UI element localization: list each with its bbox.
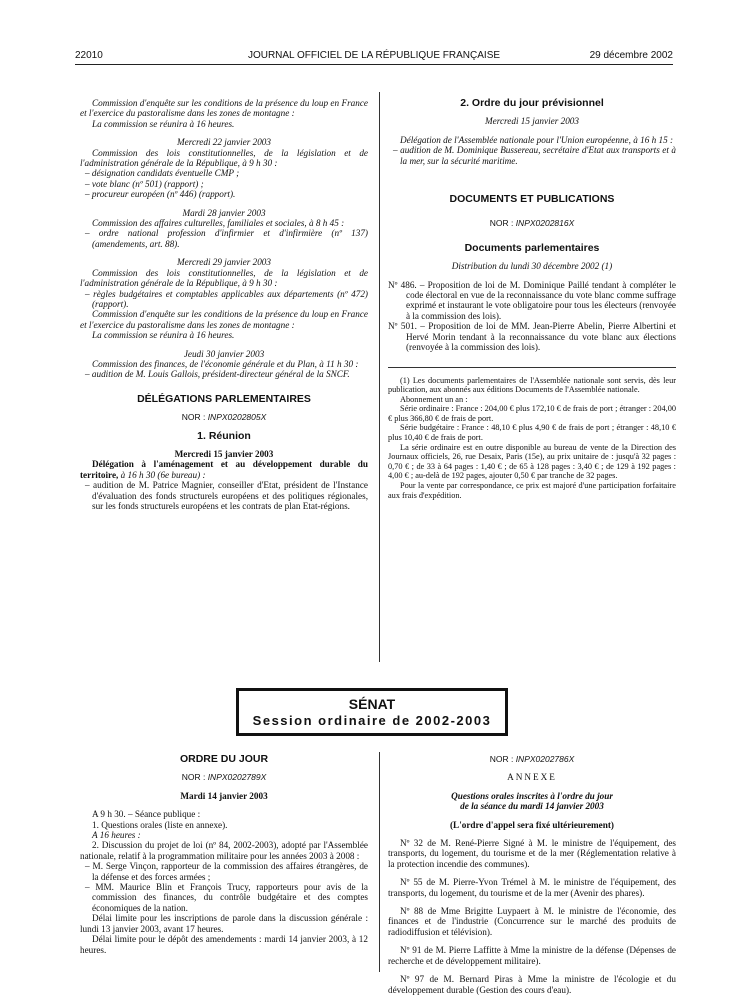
questions-title: Questions orales inscrites à l'ordre du jour xyxy=(451,790,613,801)
issue-date: 29 décembre 2002 xyxy=(589,50,673,61)
list-item: – audition de M. Dominique Bussereau, secrétaire d'Etat aux transports et à la mer, sur la sécurité maritime. xyxy=(393,145,676,166)
footnote: Abonnement un an : xyxy=(400,394,468,404)
list-item: – procureur européen (nº 446) (rapport). xyxy=(85,189,236,200)
senat-subtitle: Session ordinaire de 2002-2003 xyxy=(252,713,492,728)
column-divider-top xyxy=(379,92,380,662)
paragraph: Commission d'enquête sur les conditions de la présence du loup en France et l'exercice du pastoralisme dans les zones de montagne : xyxy=(80,98,368,119)
paragraph: A 9 h 30. – Séance publique : xyxy=(92,809,201,820)
date-heading: Mercredi 29 janvier 2003 xyxy=(177,257,271,268)
subsection-heading: 2. Ordre du jour prévisionnel xyxy=(460,97,604,109)
journal-title: JOURNAL OFFICIEL DE LA RÉPUBLIQUE FRANÇAISE xyxy=(247,50,501,61)
list-item: – désignation candidats éventuelle CMP ; xyxy=(85,168,240,179)
paragraph: Commission des lois constitutionnelles, de la législation et de l'administration générale de la République, à 9 h 30 : xyxy=(80,147,368,169)
footnote: Pour la vente par correspondance, ce prix est majoré d'une participation forfaitaire aux frais d'expédition. xyxy=(388,481,676,500)
list-item: – audition de M. Patrice Magnier, conseiller d'Etat, président de l'Instance d'évaluation des fonds structurels européens et des politiques régionales, sur les fonds structurels européens et les contrats de plan Etat-régions. xyxy=(85,480,368,511)
nor-reference: NOR : INPX0202786X xyxy=(489,754,575,764)
paragraph: Commission des lois constitutionnelles, de la législation et de l'administration générale de la République, à 9 h 30 : xyxy=(80,267,368,289)
paragraph: La commission se réunira à 16 heures. xyxy=(92,330,235,341)
section-heading-documents: DOCUMENTS ET PUBLICATIONS xyxy=(449,193,615,206)
question-entry: Nº 32 de M. René-Pierre Signé à M. le ministre de l'équipement, des transports, du logement, du tourisme et de la mer (Réglementation relative à la protection incendie des communes). xyxy=(388,838,676,869)
paragraph: Délégation à l'aménagement et au développement durable du territoire, à 16 h 30 (6e bureau) : xyxy=(80,459,368,480)
right-column-top xyxy=(388,98,676,500)
question-entry: Nº 88 de Mme Brigitte Luypaert à M. le ministre de l'économie, des finances et de l'industrie (Concurrence sur le marché des produits de radiodiffusion et télévision). xyxy=(388,906,676,937)
question-entry: Nº 55 de M. Pierre-Yvon Trémel à M. le ministre de l'équipement, des transports, du logement, du tourisme et de la mer (Avenir des phares). xyxy=(388,877,676,898)
question-entry: Nº 97 de M. Bernard Piras à Mme la ministre de l'écologie et du développement durable (Gestion des cours d'eau). xyxy=(388,974,676,995)
column-divider-bottom xyxy=(379,752,380,972)
paragraph: Délai limite pour le dépôt des amendements : mardi 14 janvier 2003, à 12 heures. xyxy=(80,934,368,955)
distribution-heading: Distribution du lundi 30 décembre 2002 (1) xyxy=(451,261,613,272)
section-heading-ordre-du-jour: ORDRE DU JOUR xyxy=(179,753,269,765)
footnote: La série ordinaire est en outre disponible au bureau de vente de la Direction des Journaux officiels, 26, rue Desaix, Paris (15e), au prix unitaire de : jusqu'à 32 pages : 0,70 € ; de 33 à 64 pages : 1,40 € ; de 65 à 128 pages : 3,40 € ; de 129 à 192 pages : 4,00 € ; au-delà de 192 pages, ajouter 0,50 € par tranche de 32 pages. xyxy=(388,442,676,481)
right-column-bottom xyxy=(388,754,676,995)
subsection-heading: Documents parlementaires xyxy=(464,241,600,254)
annexe-heading: ANNEXE xyxy=(507,772,557,783)
date-heading: Mercredi 15 janvier 2003 xyxy=(485,116,579,127)
left-column-bottom xyxy=(80,754,368,955)
paragraph: Commission des affaires culturelles, familiales et sociales, à 8 h 45 : xyxy=(92,218,345,229)
paragraph: Délai limite pour les inscriptions de parole dans la discussion générale : lundi 13 janvier 2003, avant 17 heures. xyxy=(80,913,368,934)
paragraph: 1. Questions orales (liste en annexe). xyxy=(92,819,228,830)
page-header xyxy=(75,50,673,65)
date-heading: Jeudi 30 janvier 2003 xyxy=(183,348,265,359)
page-number: 22010 xyxy=(75,50,103,61)
nor-reference: NOR : INPX0202805X xyxy=(181,412,267,423)
date-heading: Mardi 28 janvier 2003 xyxy=(182,207,266,218)
paragraph: Commission des finances, de l'économie générale et du Plan, à 11 h 30 : xyxy=(92,358,359,369)
senat-title: SÉNAT xyxy=(348,696,396,712)
list-item: – règles budgétaires et comptables applicables aux départements (nº 472) (rapport). xyxy=(85,288,368,309)
footnote: (1) Les documents parlementaires de l'Assemblée nationale sont servis, dès leur publication, aux abonnés aux éditions Documents de l'Assemblée nationale. xyxy=(388,375,676,395)
footnote: Série ordinaire : France : 204,00 € plus 172,10 € de frais de port ; étranger : 204,00 € plus 366,80 € de frais de port. xyxy=(388,404,676,423)
paragraph: Délégation de l'Assemblée nationale pour l'Union européenne, à 16 h 15 : xyxy=(400,134,674,145)
list-item: – MM. Maurice Blin et François Trucy, rapporteurs pour avis de la commission des finances, du contrôle budgétaire et des comptes économiques de la nation. xyxy=(85,882,368,913)
section-heading-delegations: DÉLÉGATIONS PARLEMENTAIRES xyxy=(137,392,311,405)
list-item: – vote blanc (nº 501) (rapport) ; xyxy=(85,178,204,189)
paragraph: Commission d'enquête sur les conditions de la présence du loup en France et l'exercice du pastoralisme dans les zones de montagne : xyxy=(80,309,368,330)
senat-banner xyxy=(236,688,508,736)
order-note: (L'ordre d'appel sera fixé ultérieurement) xyxy=(450,819,614,830)
nor-reference: NOR : INPX0202789X xyxy=(181,772,267,783)
document-entry: Nº 486. – Proposition de loi de M. Dominique Paillé tendant à compléter le code électoral en vue de la reconnaissance du vote blanc comme suffrage exprimé et instaurant le vote obligatoire pour tous les électeurs (renvoyée à la commission des lois). xyxy=(388,279,676,321)
footnote-divider xyxy=(388,367,676,368)
list-item: – audition de M. Louis Gallois, président-directeur général de la SNCF. xyxy=(85,369,350,380)
list-item: – M. Serge Vinçon, rapporteur de la commission des affaires étrangères, de la défense et des forces armées ; xyxy=(85,861,368,882)
paragraph: La commission se réunira à 16 heures. xyxy=(92,118,235,129)
left-column-top xyxy=(80,98,368,511)
questions-title: de la séance du mardi 14 janvier 2003 xyxy=(460,801,604,812)
date-heading: Mardi 14 janvier 2003 xyxy=(180,790,268,801)
paragraph: 2. Discussion du projet de loi (nº 84, 2002-2003), adopté par l'Assemblée nationale, relatif à la programmation militaire pour les années 2003 à 2008 : xyxy=(80,840,368,861)
subsection-heading: 1. Réunion xyxy=(197,429,251,442)
nor-reference: NOR : INPX0202816X xyxy=(489,218,575,229)
date-heading: Mercredi 22 janvier 2003 xyxy=(177,137,271,148)
date-heading: Mercredi 15 janvier 2003 xyxy=(174,448,274,459)
footnote: Série budgétaire : France : 48,10 € plus 4,90 € de frais de port ; étranger : 48,10 € plus 10,40 € de frais de port. xyxy=(388,423,676,443)
document-entry: Nº 501. – Proposition de loi de MM. Jean-Pierre Abelin, Pierre Albertini et Hervé Morin tendant à la reconnaissance du vote blanc aux élections (renvoyée à la commission des lois). xyxy=(388,321,676,353)
list-item: – ordre national profession d'infirmier et d'infirmière (nº 137) (amendements, art. 88). xyxy=(85,228,368,249)
question-entry: Nº 91 de M. Pierre Laffitte à Mme la ministre de la défense (Dépenses de recherche et de développement militaire). xyxy=(388,945,676,966)
paragraph: A 16 heures : xyxy=(92,830,141,841)
